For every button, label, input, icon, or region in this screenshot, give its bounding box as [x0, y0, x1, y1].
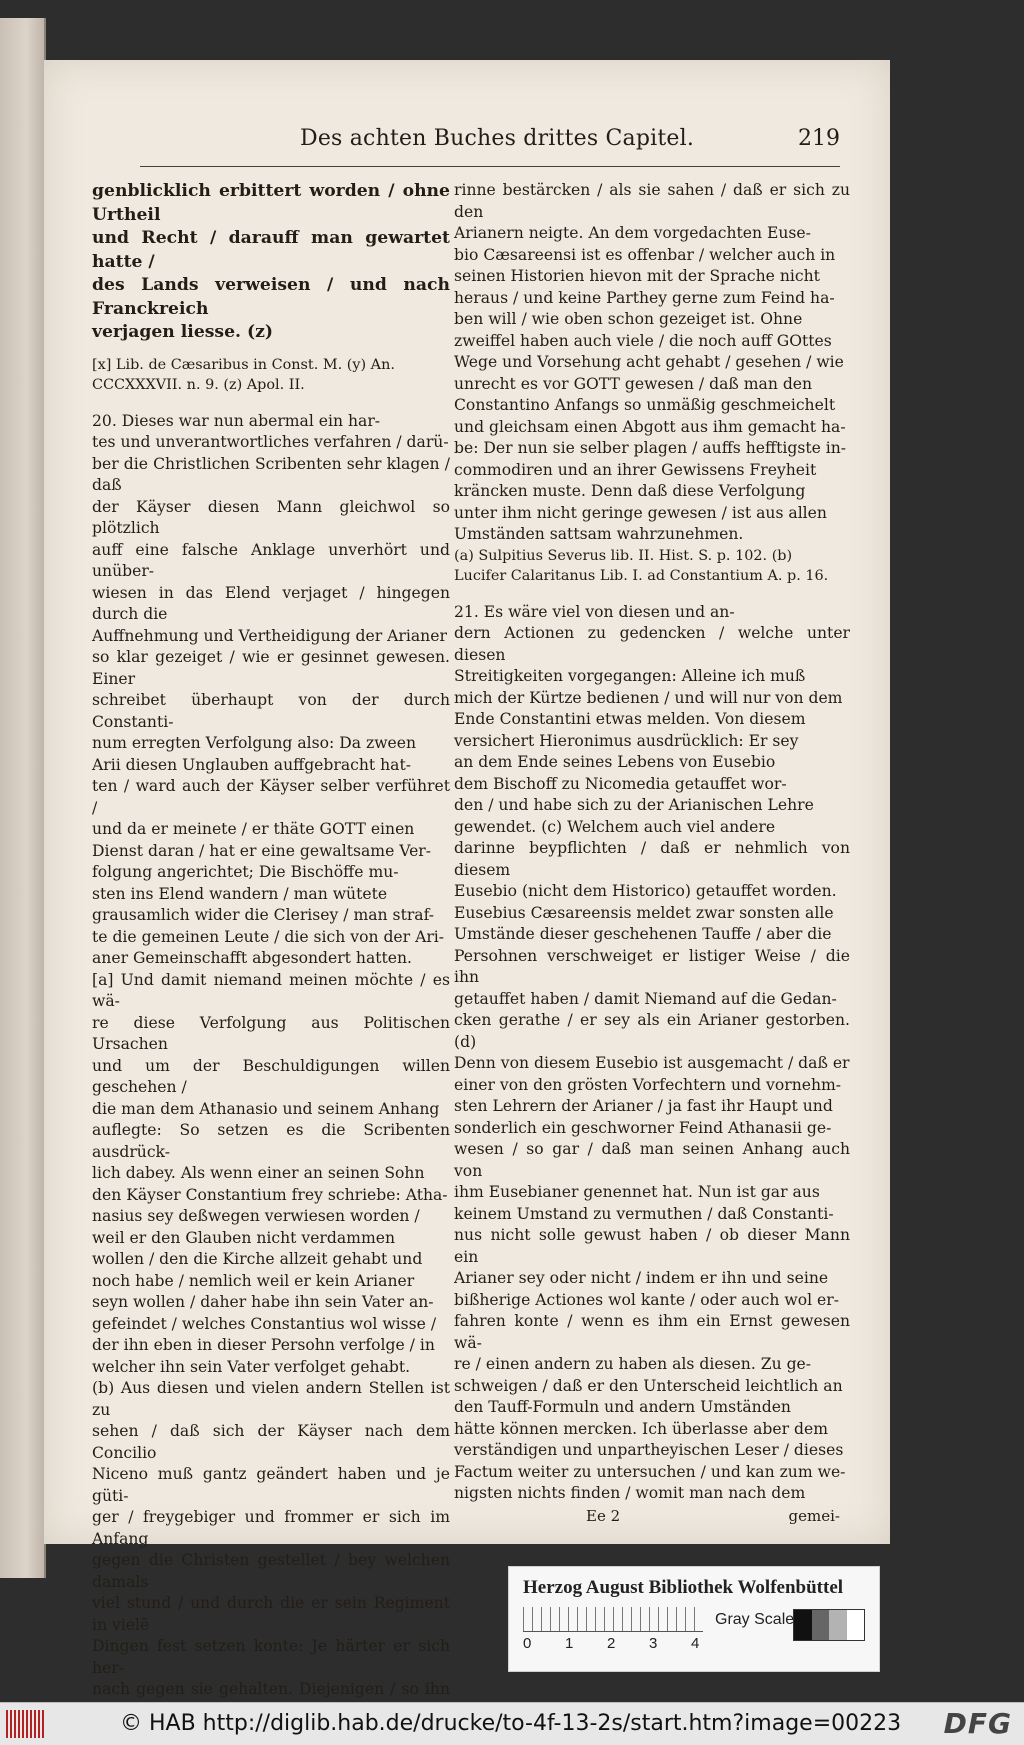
text-line: hätte können mercken. Ich überlasse aber dem [454, 1419, 829, 1438]
text-line: seinen Historien hievon mit der Sprache nicht [454, 267, 820, 285]
dfg-logo: DFG [943, 1707, 1012, 1740]
text-line: Niceno muß gantz geändert haben und je güti- [92, 1465, 450, 1505]
ruler-number: 4 [691, 1635, 700, 1652]
text-line: den Käyser Constantium frey schriebe: Atha- [92, 1185, 448, 1204]
text-line: keinem Umstand zu vermuthen / daß Constanti- [454, 1204, 834, 1223]
text-line: Eusebio (nicht dem Historico) getauffet worden. [454, 882, 837, 900]
text-line: Umständen sattsam wahrzunehmen. [454, 525, 744, 543]
text-line: ben will / wie oben schon gezeiget ist. Ohne [454, 310, 803, 328]
text-line: (a) Sulpitius Severus lib. II. Hist. S. p. 102. (b) [454, 547, 793, 564]
right-footnotes [454, 546, 850, 586]
text-line: nach gegen sie gehalten. Diejenigen / so ihn [92, 1680, 450, 1698]
text-line: 21. Es wäre viel von diesen und an- [454, 602, 735, 621]
text-line: nigsten nichts finden / womit man nach dem [454, 1484, 806, 1502]
left-page-edge [0, 18, 46, 1578]
text-line: unrecht es vor GOTT gewesen / daß man den [454, 374, 813, 393]
text-line: cken gerathe / er sey als ein Arianer gestorben. (d) [454, 1011, 850, 1051]
text-line: ger / freygebiger und frommer er sich im Anfang [92, 1508, 450, 1548]
text-line: Factum weiter zu untersuchen / und kan zum we- [454, 1462, 846, 1481]
library-name: Herzog August Bibliothek Wolfenbüttel [523, 1577, 844, 1598]
text-line: fahren konte / wenn es ihm ein Ernst gewesen wä- [454, 1312, 850, 1352]
ruler-number: 0 [523, 1635, 532, 1652]
text-line: wiesen in das Elend verjaget / hingegen durch die [92, 583, 450, 623]
text-line: genblicklich erbittert worden / ohne Urtheil [92, 181, 450, 225]
text-line: so klar gezeiget / wie er gesinnet gewesen. Einer [92, 648, 450, 688]
text-line: grausamlich wider die Clerisey / man straf- [92, 906, 435, 924]
text-line: sehen / daß sich der Käyser nach dem Concilio [92, 1422, 450, 1462]
text-line: Eusebius Cæsareensis meldet zwar sonsten alle [454, 903, 834, 922]
text-line: 20. Dieses war nun abermal ein har- [92, 411, 381, 430]
column-right [454, 180, 850, 1531]
gray-swatch [847, 1610, 865, 1640]
text-line: re diese Verfolgung aus Politischen Ursachen [92, 1013, 450, 1053]
column-left [92, 180, 450, 1702]
text-line: zweiffel haben auch viele / die noch auff GOttes [454, 331, 832, 350]
text-line: mich der Kürtze bedienen / und will nur von dem [454, 688, 843, 707]
text-line: ten / ward auch der Käyser selber verführet / [92, 777, 450, 817]
right-body-text-2 [454, 602, 850, 1505]
text-line: gefeindet / welches Constantius wol wisse / [92, 1314, 437, 1333]
text-line: an dem Ende seines Lebens von Eusebio [454, 753, 776, 771]
text-line: und gleichsam einen Abgott aus ihm gemacht ha- [454, 417, 846, 436]
text-line: verständigen und unpartheyischen Leser / dieses [454, 1441, 844, 1459]
catchword: gemei- [788, 1506, 840, 1525]
text-line: versichert Hieronimus ausdrücklich: Er sey [454, 731, 799, 750]
text-line: gegen die Christen gestellet / bey welchen damals [92, 1551, 450, 1591]
text-line: gewendet. (c) Welchem auch viel andere [454, 817, 776, 836]
text-line: Umstände dieser geschehenen Tauffe / aber die [454, 925, 832, 943]
header-rule [140, 166, 840, 167]
text-line: der ihn eben in dieser Persohn verfolge / in [92, 1336, 435, 1354]
text-line: lich dabey. Als wenn einer an seinen Sohn [92, 1164, 425, 1182]
text-line: unter ihm nicht geringe gewesen / ist aus allen [454, 503, 827, 522]
text-line: Wege und Vorsehung acht gehabt / gesehen / wie [454, 353, 844, 371]
text-line: dem Bischoff zu Nicomedia getauffet wor- [454, 774, 787, 793]
text-line: ber die Christlichen Scribenten sehr klagen / daß [92, 454, 450, 494]
text-line: tes und unverantwortliches verfahren / darü- [92, 433, 449, 451]
text-line: weil er den Glauben nicht verdammen [92, 1228, 395, 1247]
text-line: Arianer sey oder nicht / indem er ihn und seine [454, 1269, 829, 1287]
text-line: sonderlich ein geschworner Feind Athanasii ge- [454, 1118, 832, 1137]
catchword-row [454, 1507, 850, 1531]
copyright-link[interactable]: © HAB http://diglib.hab.de/drucke/to-4f-13-2s/start.htm?image=00223 [120, 1711, 902, 1736]
text-line: wesen / so gar / daß man seinen Anhang auch von [454, 1140, 850, 1180]
text-line: (b) Aus diesen und vielen andern Stellen ist zu [92, 1379, 450, 1419]
text-line: [a] Und damit niemand meinen möchte / es wä- [92, 970, 450, 1010]
text-line: Lucifer Calaritanus Lib. I. ad Constantium A. p. 16. [454, 567, 829, 584]
text-line: seyn wollen / daher habe ihn sein Vater an- [92, 1293, 434, 1311]
text-line: Arianern neigte. An dem vorgedachten Euse- [454, 224, 811, 242]
text-line: bio Cæsareensi ist es offenbar / welcher auch in [454, 245, 836, 264]
footer-bar [0, 1702, 1024, 1745]
text-line: schreibet überhaupt von der durch Constanti- [92, 691, 450, 731]
barcode-icon [6, 1710, 46, 1738]
text-line: be: Der nun sie selber plagen / auffs hefftigste in- [454, 439, 847, 457]
gray-scale-label: Gray Scale [715, 1611, 795, 1628]
text-line: Streitigkeiten vorgegangen: Alleine ich muß [454, 667, 806, 685]
text-line: Constantino Anfangs so unmäßig geschmeichelt [454, 396, 836, 414]
text-line: einer von den grösten Vorfechtern und vornehm- [454, 1075, 842, 1094]
text-line: rinne bestärcken / als sie sahen / daß er sich zu den [454, 181, 850, 221]
text-line: nasius sey deßwegen verwiesen worden / [92, 1207, 420, 1225]
gray-swatch [829, 1610, 847, 1640]
text-line: nus nicht solle gewust haben / ob dieser Mann ein [454, 1226, 850, 1266]
text-line: noch habe / nemlich weil er kein Arianer [92, 1271, 415, 1290]
gray-swatch [794, 1610, 812, 1640]
text-line: commodiren und an ihrer Gewissens Freyheit [454, 460, 817, 479]
gray-swatches [793, 1609, 865, 1641]
text-line: re / einen andern zu haben als diesen. Zu ge- [454, 1355, 812, 1373]
text-line: sten ins Elend wandern / man wütete [92, 884, 388, 903]
text-line: getauffet haben / damit Niemand auf die Gedan- [454, 989, 837, 1008]
text-line: [x] Lib. de Cæsaribus in Const. M. (y) An. [92, 356, 395, 373]
text-line: welcher ihn sein Vater verfolget gehabt. [92, 1357, 411, 1376]
left-footnotes [92, 355, 450, 395]
text-line: auff eine falsche Anklage unverhört und unüber- [92, 540, 450, 580]
running-head: Des achten Buches drittes Capitel. [300, 126, 695, 151]
text-line: Arii diesen Unglauben auffgebracht hat- [92, 755, 412, 774]
text-line: den / und habe sich zu der Arianischen Lehre [454, 796, 814, 814]
left-bold-passage [92, 180, 450, 345]
text-line: des Lands verweisen / und nach Franckreich [92, 275, 450, 319]
text-line: te die gemeinen Leute / die sich von der Ari- [92, 927, 445, 946]
text-line: Denn von diesem Eusebio ist ausgemacht / daß er [454, 1054, 850, 1072]
page-header [140, 126, 840, 160]
text-line: die man dem Athanasio und seinem Anhang [92, 1099, 440, 1118]
text-line: darinne beypflichten / daß er nehmlich von diesem [454, 839, 850, 879]
text-line: Dienst daran / hat er eine gewaltsame Ver- [92, 841, 432, 860]
text-line: und Recht / darauff man gewartet hatte / [92, 228, 450, 272]
text-line: schweigen / daß er den Unterscheid leichtlich an [454, 1376, 843, 1395]
text-line: Persohnen verschweiget er listiger Weise / die ihn [454, 946, 850, 986]
gray-swatch [812, 1610, 830, 1640]
text-line: verjagen liesse. (z) [92, 322, 274, 342]
text-line: ihm Eusebianer genennet hat. Nun ist gar aus [454, 1183, 820, 1201]
text-line: heraus / und keine Parthey gerne zum Feind ha- [454, 288, 835, 307]
text-line: aner Gemeinschafft abgesondert hatten. [92, 949, 412, 967]
text-line: bißherige Actiones wol kante / oder auch wol er- [454, 1290, 839, 1309]
right-body-text-1 [454, 180, 850, 546]
ruler-number: 3 [649, 1635, 658, 1652]
text-line: Ende Constantini etwas melden. Von diesem [454, 710, 806, 728]
text-line: Auffnehmung und Vertheidigung der Arianer [92, 626, 447, 645]
signature-mark: Ee 2 [586, 1506, 621, 1525]
text-line: auflegte: So setzen es die Scribenten ausdrück- [92, 1121, 450, 1161]
text-line: und um der Beschuldigungen willen geschehen / [92, 1056, 450, 1096]
text-line: CCCXXXVII. n. 9. (z) Apol. II. [92, 376, 305, 393]
text-line: und da er meinete / er thäte GOTT einen [92, 820, 415, 838]
text-line: der Käyser diesen Mann gleichwol so plötzlich [92, 497, 450, 537]
text-line: sten Lehrern der Arianer / ja fast ihr Haupt und [454, 1097, 833, 1115]
text-line: kräncken muste. Denn daß diese Verfolgung [454, 482, 806, 500]
text-line: wollen / den die Kirche allzeit gehabt und [92, 1250, 423, 1268]
page-number: 219 [798, 126, 840, 151]
ruler-number: 2 [607, 1635, 616, 1652]
text-line: den Tauff-Formuln und andern Umständen [454, 1398, 791, 1416]
text-line: dern Actionen zu gedencken / welche unter diesen [454, 624, 850, 664]
text-line: viel stund / und durch die er sein Regiment in vielē [92, 1594, 450, 1634]
text-line: Dingen fest setzen konte: Je härter er sich her- [92, 1637, 450, 1677]
ruler [523, 1607, 703, 1632]
ruler-number: 1 [565, 1635, 574, 1652]
text-line: num erregten Verfolgung also: Da zween [92, 734, 417, 752]
color-scale-card [508, 1566, 880, 1672]
left-body-text [92, 411, 450, 1703]
text-line: folgung angerichtet; Die Bischöffe mu- [92, 863, 399, 881]
